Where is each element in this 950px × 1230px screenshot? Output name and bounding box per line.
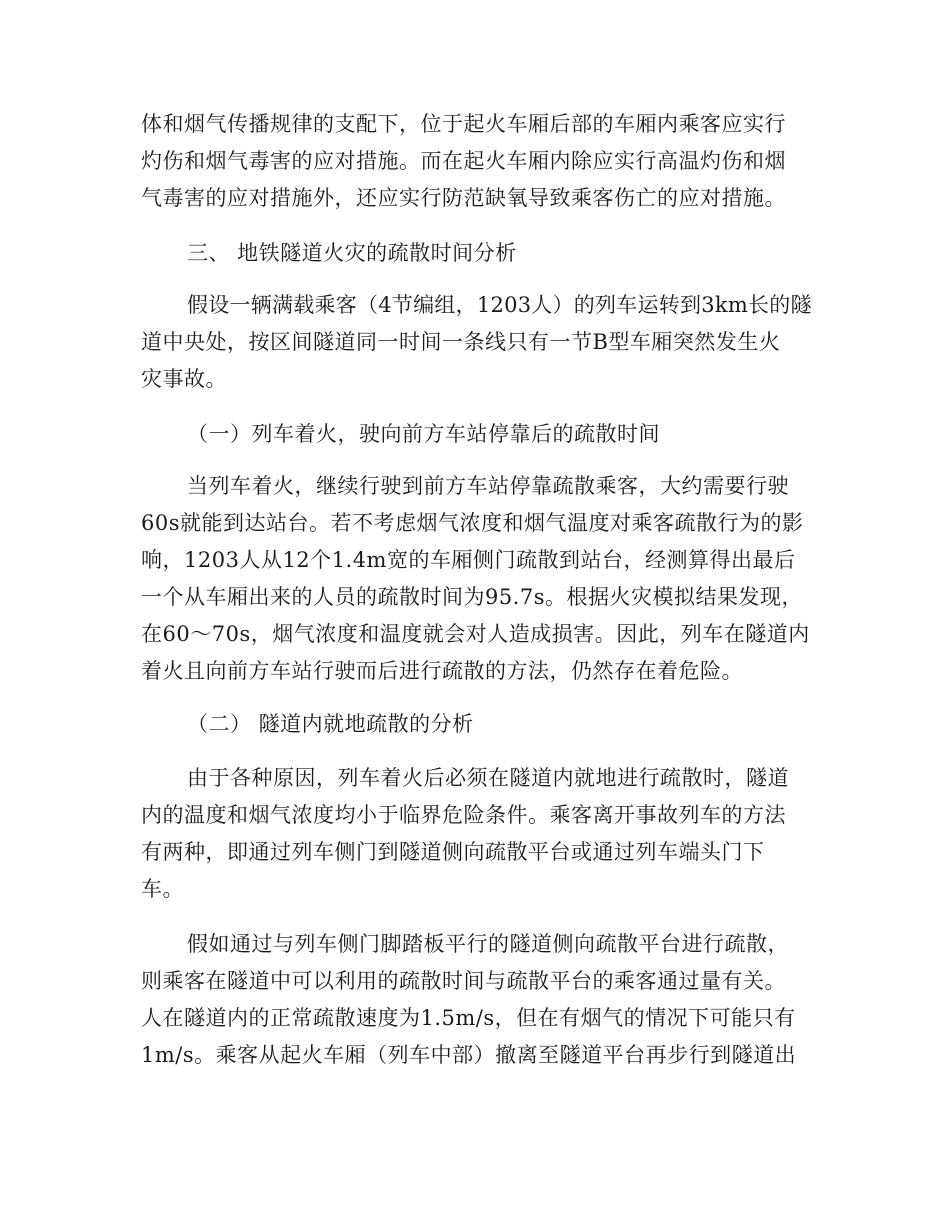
paragraph-line-3: 气毒害的应对措施外，还应实行防范缺氧导致乘客伤亡的应对措施。 [141,186,786,210]
paragraph-line-8: 60s就能到达站台。若不考虑烟气浓度和烟气温度对乘客疏散行为的影 [141,511,804,535]
paragraph-line-17: 假如通过与列车侧门脚踏板平行的隧道侧向疏散平台进行疏散， [187,932,789,956]
subsection-heading-1: （一）列车着火，驶向前方车站停靠后的疏散时间 [187,422,660,446]
paragraph-line-4: 假设一辆满载乘客（4节编组，1203人）的列车运转到3km长的隧 [187,293,812,317]
paragraph-line-12: 着火且向前方车站行驶而后进行疏散的方法，仍然存在着危险。 [141,659,743,683]
paragraph-line-7: 当列车着火，继续行驶到前方车站停靠疏散乘客，大约需要行驶 [187,474,789,498]
paragraph-line-9: 响，1203人从12个1.4m宽的车厢侧门疏散到站台，经测算得出最后 [141,548,796,572]
paragraph-line-10: 一个从车厢出来的人员的疏散时间为95.7s。根据火灾模拟结果发现， [141,585,804,609]
paragraph-line-20: 1m/s。乘客从起火车厢（列车中部）撤离至隧道平台再步行到隧道出 [141,1043,797,1067]
paragraph-line-6: 灾事故。 [141,367,227,391]
paragraph-line-19: 人在隧道内的正常疏散速度为1.5m/s，但在有烟气的情况下可能只有 [141,1006,796,1030]
paragraph-line-5: 道中央处，按区间隧道同一时间一条线只有一节B型车厢突然发生火 [141,330,781,354]
paragraph-line-15: 有两种，即通过列车侧门到隧道侧向疏散平台或通过列车端头门下 [141,840,765,864]
paragraph-line-2: 灼伤和烟气毒害的应对措施。而在起火车厢内除应实行高温灼伤和烟 [141,149,786,173]
section-heading-3: 三、 地铁隧道火灾的疏散时间分析 [187,241,517,265]
paragraph-line-14: 内的温度和烟气浓度均小于临界危险条件。乘客离开事故列车的方法 [141,803,786,827]
subsection-heading-2: （二） 隧道内就地疏散的分析 [187,712,474,736]
paragraph-line-16: 车。 [141,877,184,901]
paragraph-line-11: 在60～70s，烟气浓度和温度就会对人造成损害。因此，列车在隧道内 [141,622,810,646]
paragraph-line-1: 体和烟气传播规律的支配下，位于起火车厢后部的车厢内乘客应实行 [141,112,786,136]
paragraph-line-13: 由于各种原因，列车着火后必须在隧道内就地进行疏散时，隧道 [187,766,789,790]
paragraph-line-18: 则乘客在隧道中可以利用的疏散时间与疏散平台的乘客通过量有关。 [141,969,786,993]
